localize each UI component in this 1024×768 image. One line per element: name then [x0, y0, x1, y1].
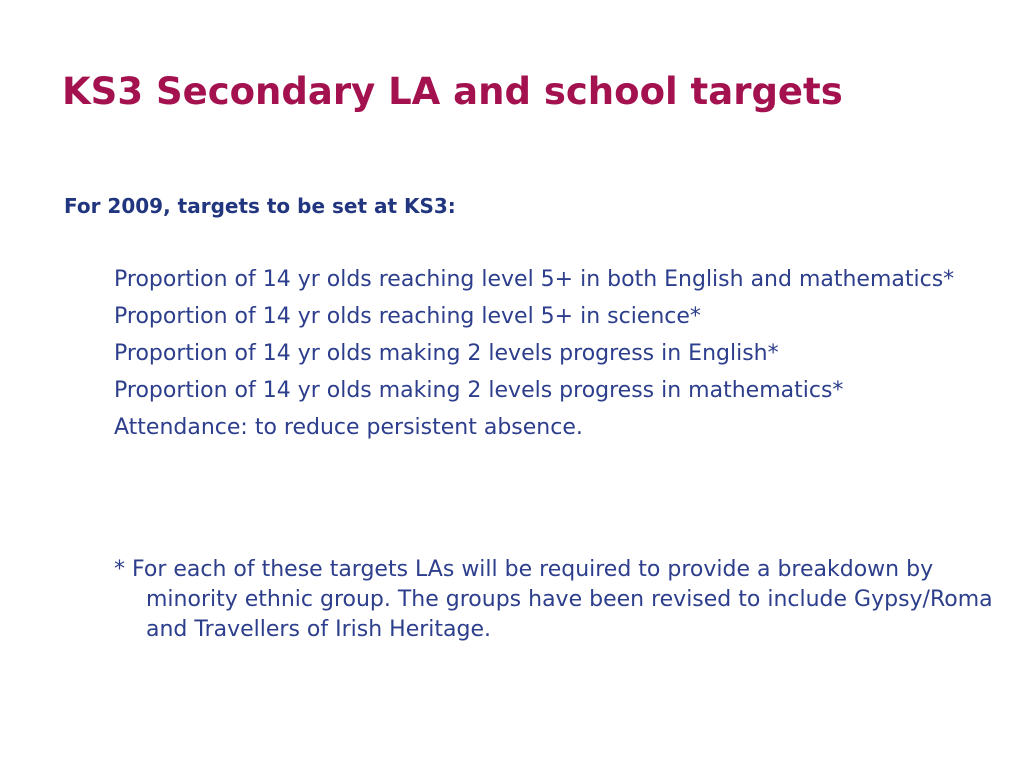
targets-list — [114, 265, 974, 450]
target-item-science: Proportion of 14 yr olds reaching level 5+ in science* — [114, 304, 701, 329]
target-item-attendance: Attendance: to reduce persistent absence. — [114, 415, 583, 440]
target-item-english-maths: Proportion of 14 yr olds reaching level 5+ in both English and mathematics* — [114, 267, 955, 292]
target-item-progress-maths: Proportion of 14 yr olds making 2 levels progress in mathematics* — [114, 378, 844, 403]
footnote: * For each of these targets LAs will be required to provide a breakdown by minority ethnic group. The groups have been revised to include Gypsy/Roma and Travellers of Irish Heritage. — [114, 557, 993, 642]
target-item-progress-english: Proportion of 14 yr olds making 2 levels progress in English* — [114, 341, 779, 366]
slide-title: KS3 Secondary LA and school targets — [62, 70, 843, 113]
intro-heading: For 2009, targets to be set at KS3: — [64, 194, 456, 218]
